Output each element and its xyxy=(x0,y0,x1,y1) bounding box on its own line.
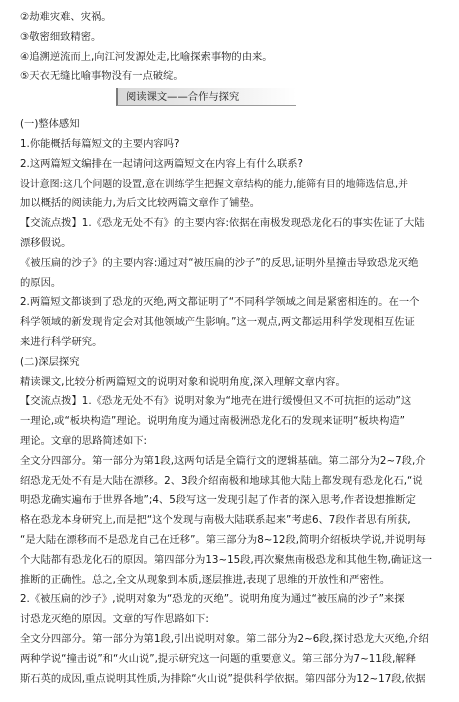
question-2: 2.这两篇短文编排在一起请问这两篇短文在内容上有什么联系? xyxy=(20,157,304,170)
vocab-item: ⑤天衣无缝比喻事物没有一点破绽。 xyxy=(20,70,184,83)
answer-line: 科学领域的新发现肯定会对其他领域产生影响。”这一观点,两文都运用科学发现相互佐证 xyxy=(20,316,415,329)
body-line: 个大陆都有恐龙化石的原因。第四部分为13~15段,再次聚焦南极恐龙和其他生物,确证这一 xyxy=(20,553,433,566)
part1-heading: (一)整体感知 xyxy=(20,118,80,131)
question-1: 1.你能概括每篇短文的主要内容吗? xyxy=(20,137,180,150)
body-line: 全文分四部分。第一部分为第1段,引出说明对象。第二部分为2~6段,探讨恐龙大灭绝,介绍 xyxy=(20,632,429,645)
answer-line: 2.两篇短文都谈到了恐龙的灭绝,两文都证明了“不同科学领域之间是紧密相连的。在一个 xyxy=(20,296,420,309)
part2-intro: 精读课文,比较分析两篇短文的说明对象和说明角度,深入理解文章内容。 xyxy=(20,375,346,388)
section-banner: 阅读课文——合作与探究 xyxy=(116,88,296,106)
body-line: 理论。文章的思路简述如下: xyxy=(20,434,148,447)
part2-heading: (二)深层探究 xyxy=(20,355,80,368)
answer-line: 《被压扁的沙子》的主要内容:通过对“被压扁的沙子”的反思,证明外星撞击导致恐龙灭绝 xyxy=(20,256,419,269)
body-line: 明恐龙确实遍布于世界各地”;4、5段写这一发现引起了作者的深入思考,作者设想推断定 xyxy=(20,494,416,507)
body-line: 一理论,或“板块构造”理论。说明角度为通过南极洲恐龙化石的发现来证明“板块构造” xyxy=(20,415,405,428)
document-page xyxy=(20,8,444,689)
body-line: 绍恐龙无处不有是大陆在漂移。2、3段介绍南极和地球其他大陆上都发现有恐龙化石,“说 xyxy=(20,474,423,487)
body-line: 斯石英的成因,重点说明其性质,为排除“火山说”提供科学依据。第四部分为12~17段,依据 xyxy=(20,672,426,685)
answer-line: 来进行科学研究。 xyxy=(20,335,103,348)
body-line: 讨恐龙灭绝的原因。文章的写作思路如下: xyxy=(20,613,209,626)
body-line: 推断的正确性。总之,全文从现象到本质,逐层推进,表现了思维的开放性和严密性。 xyxy=(20,573,391,586)
body-line: 2.《被压扁的沙子》,说明对象为“恐龙的灭绝”。说明角度为通过“被压扁的沙子”来探 xyxy=(20,593,405,606)
answer-line: 【交流点拨】1.《恐龙无处不有》的主要内容:依据在南极发现恐龙化石的事实佐证了大陆 xyxy=(20,217,425,230)
vocab-item: ④追溯逆流而上,向江河发源处走,比喻探索事物的由来。 xyxy=(20,50,273,63)
answer-line: 的原因。 xyxy=(20,276,62,289)
vocab-item: ②劫难灾难、灾祸。 xyxy=(20,11,112,23)
answer-line: 漂移假说。 xyxy=(20,236,72,249)
body-line: “是大陆在漂移而不是恐龙自己在迁移”。第三部分为8~12段,简明介绍板块学说,并说明每 xyxy=(20,533,426,546)
vocab-item: ③敬密细致精密。 xyxy=(20,30,102,43)
body-line: 格在恐龙本身研究上,而是把“这个发现与南极大陆联系起来”考虑6、7段作者思有所获, xyxy=(20,514,411,527)
body-line: 【交流点拨】1.《恐龙无处不有》说明对象为“地壳在进行缓慢但又不可抗拒的运动”这 xyxy=(20,395,412,408)
body-line: 全文分四部分。第一部分为第1段,这两句话是全篇行文的逻辑基础。第二部分为2~7段,介 xyxy=(20,454,426,467)
design-intent-line: 设计意图:这几个问题的设置,意在训练学生把握文章结构的能力,能筛有目的地筛选信息,并 xyxy=(20,178,408,190)
body-line: 两种学说“撞击说”和“火山说”,提示研究这一问题的重要意义。第三部分为7~11段,解释 xyxy=(20,652,416,665)
design-intent-line: 加以概括的阅读能力,为后文比较两篇文章作了铺垫。 xyxy=(20,197,261,210)
